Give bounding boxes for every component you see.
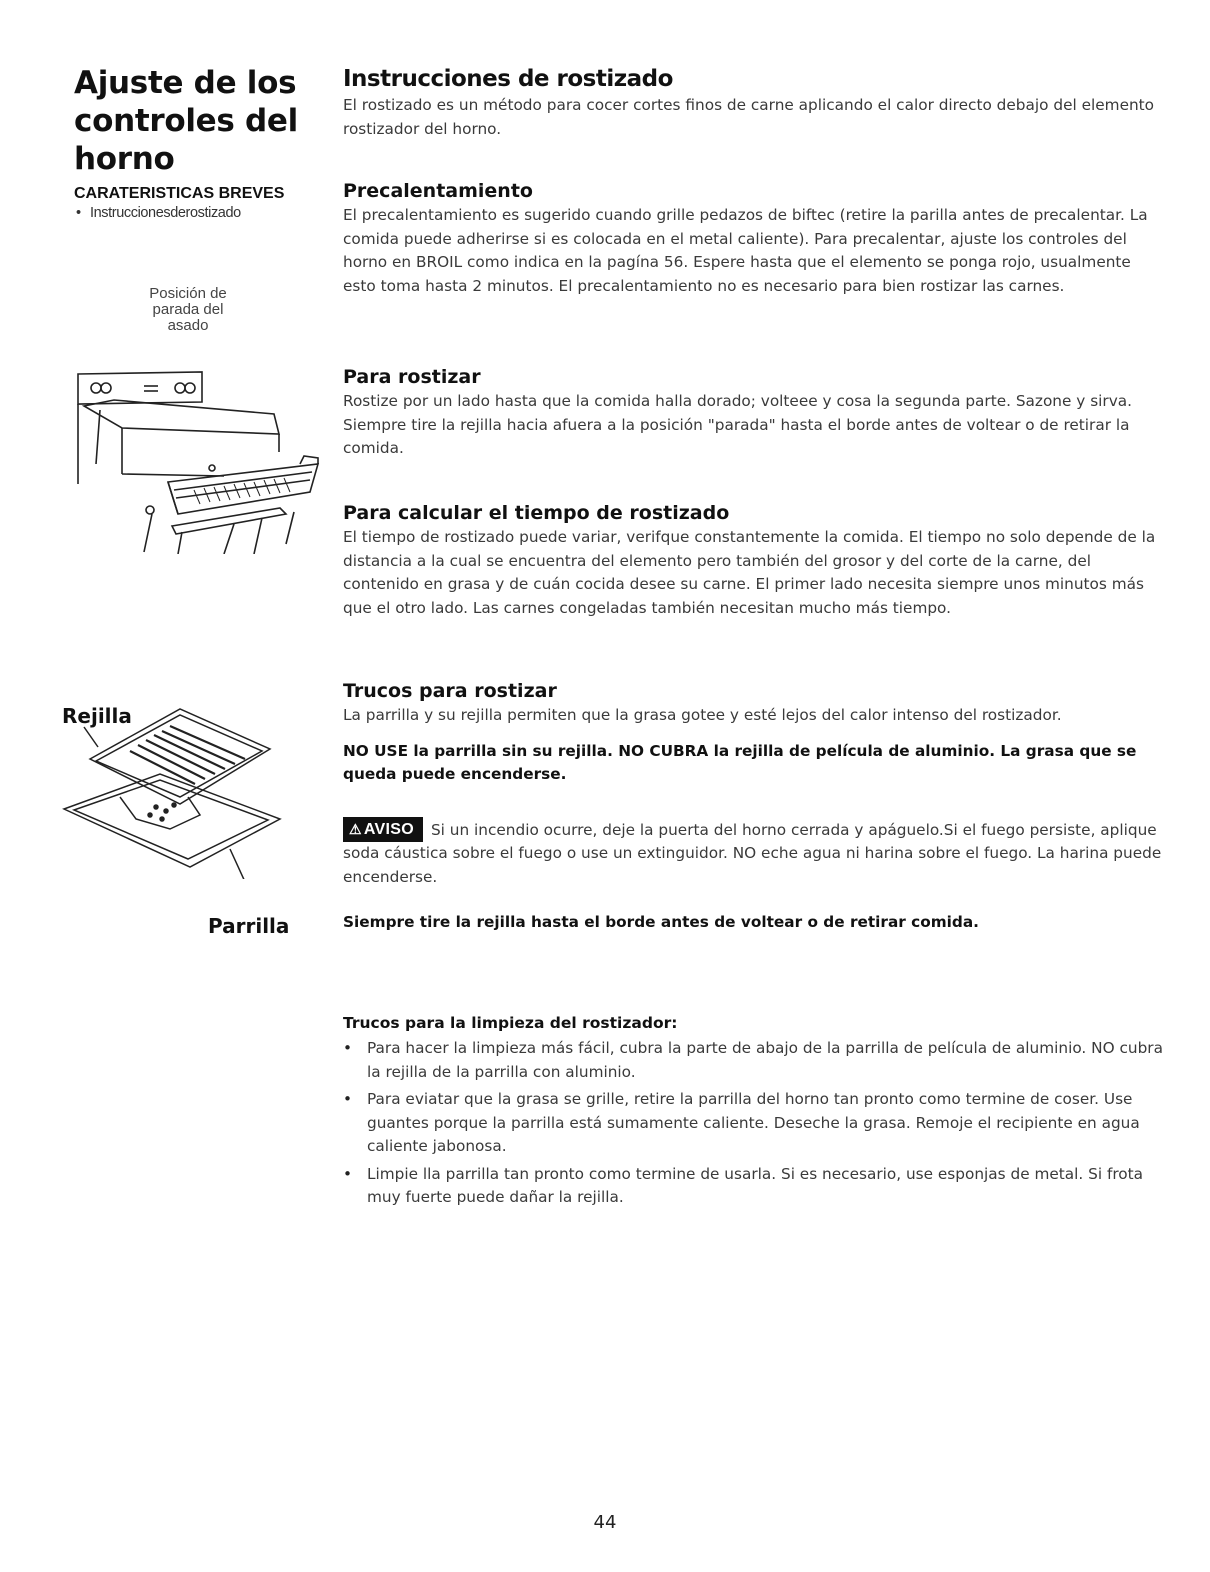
list-item: • Para eviatar que la grasa se grille, retire la parrilla del horno tan pronto como termine de coser. Use guantes porque la parrilla está sumamente caliente. Deseche la grasa. Remoje el recipiente en agua caliente jabonosa. <box>343 1090 1140 1155</box>
cleaning-list <box>343 1037 1163 1210</box>
stop-position-caption: Posición de parada del asado <box>149 285 227 334</box>
features-heading: CARATERISTICAS BREVES <box>74 185 285 202</box>
page-title-line-3: horno <box>74 141 175 177</box>
section-intro <box>343 64 1163 141</box>
broil-text: Rostize por un lado hasta que la comida halla dorado; volteee y cosa la segunda parte. Sazone y sirva. Siempre tire la rejilla hacia afuera a la posición "parada" hasta el borde antes de voltear o de retirar la comida. <box>343 392 1132 457</box>
aviso-text: Si un incendio ocurre, deje la puerta del horno cerrada y apáguelo.Si el fuego persiste, aplique soda cáustica sobre el fuego o use un extinguidor. NO eche agua ni harina sobre el fuego. La harina puede encenderse. <box>343 820 1162 886</box>
section-title: Instrucciones de rostizado <box>343 66 673 92</box>
warning-triangle-icon: ⚠ <box>349 820 362 837</box>
intro-text: El rostizado es un método para cocer cortes finos de carne aplicando el calor directo debajo del elemento rostizador del horno. <box>343 96 1155 138</box>
section-time <box>343 500 1163 620</box>
time-text: El tiempo de rostizado puede variar, verifque constantemente la comida. El tiempo no solo depende de la distancia a la cual se encuentra del elemento pero también del grosor y del corte de la carne, del contenido en grasa y de cuán cocida desee su carne. El primer lado necesita siempre unos minutos más que el otro lado. Las carnes congeladas también necesitan mucho más tiempo. <box>343 528 1156 617</box>
tips-text: La parrilla y su rejilla permiten que la grasa gotee y esté lejos del calor intenso del rostizador. <box>343 706 1062 724</box>
page-title <box>74 64 324 178</box>
list-item: • Para hacer la limpieza más fácil, cubra la parte de abajo de la parrilla de película de aluminio. NO cubra la rejilla de la parrilla con aluminio. <box>343 1039 1163 1081</box>
bullet-icon: • <box>343 1039 353 1057</box>
features-item[interactable] <box>76 205 324 221</box>
tips-heading: Trucos para rostizar <box>343 680 557 702</box>
cleaning-heading: Trucos para la limpieza del rostizador: <box>343 1014 678 1032</box>
sidebar <box>62 64 324 938</box>
aviso-paragraph <box>343 817 1163 890</box>
time-heading: Para calcular el tiempo de rostizado <box>343 502 730 524</box>
aviso-badge: ⚠ AVISO <box>343 817 423 843</box>
broil-heading: Para rostizar <box>343 366 481 388</box>
always-pull-text: Siempre tire la rejilla hasta el borde antes de voltear o de retirar comida. <box>343 913 979 931</box>
page-number: 44 <box>593 1512 617 1533</box>
pan-label: Parrilla <box>208 914 290 938</box>
bullet-icon: • <box>343 1164 353 1183</box>
section-preheat <box>343 178 1163 298</box>
bullet-icon: • <box>343 1090 353 1108</box>
section-broil <box>343 364 1163 461</box>
tips-warning: NO USE la parrilla sin su rejilla. NO CUBRA la rejilla de película de aluminio. La grasa que se queda puede encenderse. <box>343 741 1137 783</box>
page-title-line-2: controles del <box>74 103 298 139</box>
page-title-line-1: Ajuste de los <box>74 65 297 101</box>
section-tips <box>343 678 1163 935</box>
oven-range-illustration <box>74 364 324 554</box>
preheat-text: El precalentamiento es sugerido cuando grille pedazos de biftec (retire la parilla antes de precalentar. La comida puede adherirse si es colocada en el metal caliente). Para precalentar, ajuste los controles del horno en BROIL como indica en la pagína 56. Espere hasta que el elemento se ponga rojo, usualmente esto toma hasta 2 minutos. El precalentamiento no es necesario para bien rostizar las carnes. <box>343 206 1148 295</box>
rack-label: Rejilla <box>62 704 132 728</box>
preheat-heading: Precalentamiento <box>343 180 533 202</box>
list-item: • Limpie lla parrilla tan pronto como termine de usarla. Si es necesario, use esponjas de metal. Si frota muy fuerte puede dañar la rejilla. <box>343 1164 1144 1206</box>
section-cleaning <box>343 1012 1163 1214</box>
bullet-icon: • <box>76 205 81 221</box>
features-item-label: Instruccionesderostizado <box>90 205 241 221</box>
